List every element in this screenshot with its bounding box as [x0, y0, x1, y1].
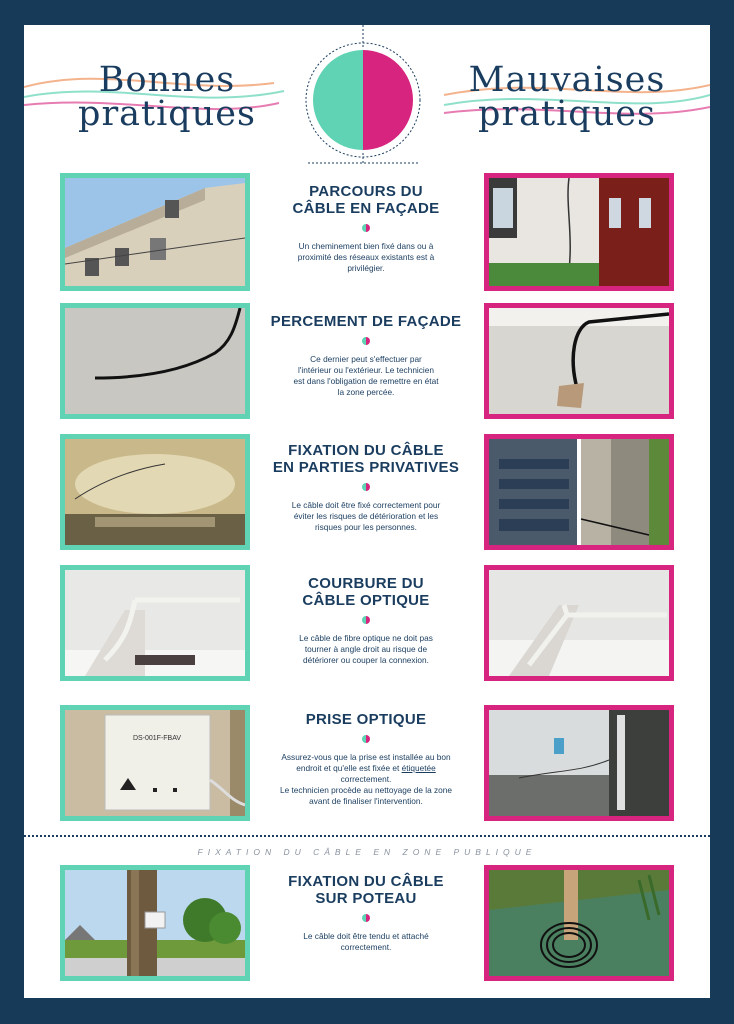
bullet-dot-icon — [362, 914, 370, 922]
section-description: Un cheminement bien fixé dans ou à proximité des réseaux existants est à privilégier. — [297, 241, 435, 273]
section-title: PRISE OPTIQUE — [305, 711, 427, 728]
section-title: PERCEMENT DE FAÇADE — [270, 313, 462, 330]
section-description: Le câble doit être tendu et attaché correctement. — [303, 931, 429, 952]
bullet-dot-icon — [362, 224, 370, 232]
good-practices-heading: Bonnes pratiques — [78, 60, 256, 134]
bullet-dot-icon — [362, 483, 370, 491]
good-bad-medallion-icon — [288, 25, 438, 185]
bad-photo-socket — [484, 705, 674, 821]
good-photo-drilling — [60, 303, 250, 419]
section-description: Assurez-vous que la prise est installée au bon endroit et qu'elle est fixée et étiquetée correctement. Le technicien procède au nettoyage de la zone avant de finaliser l'intervention. — [279, 752, 453, 806]
good-photo-private — [60, 434, 250, 550]
bad-photo-drilling — [484, 303, 674, 419]
bullet-dot-icon — [362, 735, 370, 743]
good-photo-bending — [60, 565, 250, 681]
section-divider — [24, 835, 710, 837]
poster-sheet — [24, 25, 710, 998]
section-description: Ce dernier peut s'effectuer par l'intérieur ou l'extérieur. Le technicien est dans l'obligation de remettre en état la zone percée. — [293, 354, 439, 397]
section-description: Le câble de fibre optique ne doit pas tourner à angle droit au risque de détériorer ou couper la connexion. — [299, 633, 433, 665]
bad-photo-facade — [484, 173, 674, 291]
bullet-dot-icon — [362, 616, 370, 624]
section-title: COURBURE DU CÂBLE OPTIQUE — [302, 575, 430, 609]
bad-photo-bending — [484, 565, 674, 681]
good-photo-socket — [60, 705, 250, 821]
public-zone-label: FIXATION DU CÂBLE EN ZONE PUBLIQUE — [197, 847, 537, 857]
good-photo-facade — [60, 173, 250, 291]
section-title: FIXATION DU CÂBLE EN PARTIES PRIVATIVES — [272, 442, 460, 476]
bullet-dot-icon — [362, 337, 370, 345]
bad-practices-heading: Mauvaises pratiques — [468, 60, 666, 134]
section-title: PARCOURS DU CÂBLE EN FAÇADE — [292, 183, 440, 217]
bad-photo-pole — [484, 865, 674, 981]
socket-box-label: DS-001F-FBAV — [132, 735, 182, 742]
good-photo-pole — [60, 865, 250, 981]
section-description: Le câble doit être fixé correctement pour éviter les risques de détérioration et les risques pour les personnes. — [291, 500, 441, 532]
section-title: FIXATION DU CÂBLE SUR POTEAU — [288, 873, 444, 907]
bad-photo-private — [484, 434, 674, 550]
